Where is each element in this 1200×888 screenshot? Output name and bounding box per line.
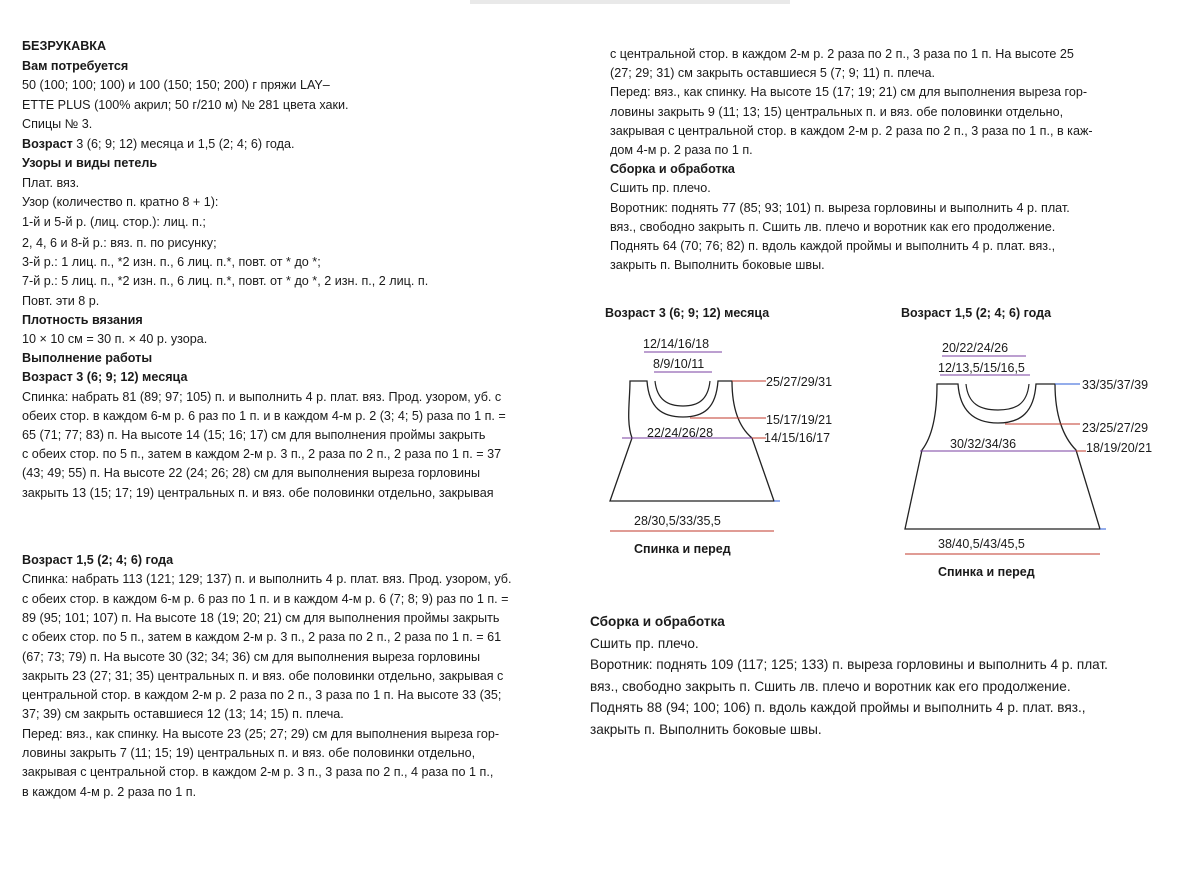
text-line: закрыть п. Выполнить боковые швы. <box>590 721 822 737</box>
diagram-title: Возраст 1,5 (2; 4; 6) года <box>901 306 1052 320</box>
left-column-pattern-1-5y <box>22 552 582 802</box>
text-line: Сшить пр. плечо. <box>610 181 711 196</box>
text-line: Сшить пр. плечо. <box>590 635 699 651</box>
text-line: Поднять 64 (70; 76; 82) п. вдоль каждой проймы и выполнить 4 р. плат. вяз., <box>610 239 1056 253</box>
left-column-pattern-3mo <box>22 235 582 505</box>
garment-outline <box>610 381 774 501</box>
top-edge-band <box>470 0 790 4</box>
assembly-section <box>590 614 1190 754</box>
dim-top-outer-label: 12/14/16/18 <box>643 337 710 351</box>
dim-shoulder-label: 25/27/29/31 <box>766 375 833 389</box>
text-line: центральной стор. в каждом 2-м р. 2 раза по 2 п., 3 раза по 1 п. На высоте 33 (35; <box>22 688 502 703</box>
dim-bottom-label: 28/30,5/33/35,5 <box>634 514 721 528</box>
text-line: Перед: вяз., как спинку. На высоте 15 (17; 19; 21) см для выполнения выреза гор- <box>610 85 1088 100</box>
text-line: Спинка: набрать 81 (89; 97; 105) п. и выполнить 4 р. плат. вяз. Прод. узором, уб. с <box>22 389 502 404</box>
text-line: вяз., свободно закрыть п. Сшить лв. плечо и воротник как его продолжение. <box>610 219 1056 234</box>
section-heading: Выполнение работы <box>22 351 153 366</box>
section-heading: БЕЗРУКАВКА <box>22 39 107 53</box>
text-line: Поднять 88 (94; 100; 106) п. вдоль каждой проймы и выполнить 4 р. плат. вяз., <box>590 700 1086 715</box>
text-line: Спинка: набрать 113 (121; 129; 137) п. и выполнить 4 р. плат. вяз. Прод. узором, уб. <box>22 572 512 587</box>
text-line: закрыть 23 (27; 31; 35) центральных п. и вяз. обе половинки отдельно, закрывая с <box>22 668 504 683</box>
text-line: с обеих стор. в каждом 6-м р. 6 раз по 1 п. и в каждом 4-м р. 6 (7; 8; 9) раз по 1 п. = <box>22 591 509 606</box>
text-line: в каждом 4-м р. 2 раза по 1 п. <box>22 784 197 799</box>
dim-bottom-label: 38/40,5/43/45,5 <box>938 537 1025 551</box>
section-heading: Вам потребуется <box>22 58 129 73</box>
section-heading: Узоры и виды петель <box>22 156 158 170</box>
dim-armhole-label: 14/15/16/17 <box>764 431 831 445</box>
dim-shoulder-label: 33/35/37/39 <box>1082 378 1149 392</box>
text-line: Перед: вяз., как спинку. На высоте 23 (25; 27; 29) см для выполнения выреза гор- <box>22 726 500 741</box>
text-line: 65 (71; 77; 83) п. На высоте 14 (15; 16; 17) см для выполнения проймы закрыть <box>22 428 486 442</box>
section-heading: Сборка и обработка <box>590 614 725 629</box>
text-line: с обеих стор. по 5 п., затем в каждом 2-м р. 3 п., 2 раза по 2 п., 2 раза по 1 п. = 37 <box>22 447 502 462</box>
schematic-3-12-months <box>580 300 880 565</box>
text-line: ловины закрыть 9 (11; 13; 15) центральных п. и вяз. обе половинки отдельно, <box>610 104 1064 119</box>
section-heading: Возраст 3 (6; 9; 12) месяца <box>22 370 188 385</box>
garment-outline <box>905 384 1100 529</box>
text-line: с обеих стор. по 5 п., затем в каждом 2-м р. 3 п., 2 раза по 2 п., 2 раза по 1 п. = 61 <box>22 630 502 645</box>
dim-top-inner-label: 8/9/10/11 <box>653 357 705 371</box>
text-line: 1-й и 5-й р. (лиц. стор.): лиц. п.; <box>22 214 206 229</box>
section-heading: Возраст 1,5 (2; 4; 6) года <box>22 553 174 567</box>
inline-text: 3 (6; 9; 12) месяца и 1,5 (2; 4; 6) года. <box>72 136 295 151</box>
text-line: ETTE PLUS (100% акрил; 50 г/210 м) № 281 цвета хаки. <box>22 97 349 112</box>
text-line: (43; 49; 55) п. На высоте 22 (24; 26; 28) см для выполнения выреза горловины <box>22 466 481 481</box>
text-line: (67; 73; 79) п. На высоте 30 (32; 34; 36) см для выполнения выреза горловины <box>22 649 481 664</box>
diagram-caption: Спинка и перед <box>634 542 731 556</box>
text-line: Воротник: поднять 77 (85; 93; 101) п. выреза горловины и выполнить 4 р. плат. <box>610 200 1070 215</box>
text-line: Воротник: поднять 109 (117; 125; 133) п. выреза горловины и выполнить 4 р. плат. <box>590 657 1108 672</box>
text-line: Спицы № 3. <box>22 117 93 131</box>
right-column-continuation <box>610 46 1190 286</box>
text-line: вяз., свободно закрыть п. Сшить лв. плечо и воротник как его продолжение. <box>590 678 1071 694</box>
diagram-title: Возраст 3 (6; 9; 12) месяца <box>605 306 770 320</box>
dim-neck-label: 15/17/19/21 <box>766 413 833 427</box>
text-line: 37; 39) см закрыть оставшиеся 12 (13; 14; 15) п. плеча. <box>22 707 344 722</box>
dim-chest-label: 22/24/26/28 <box>647 426 714 440</box>
dim-neck-label: 23/25/27/29 <box>1082 421 1149 435</box>
text-line: дом 4-м р. 2 раза по 1 п. <box>610 143 753 157</box>
dim-armhole-label: 18/19/20/21 <box>1086 441 1153 455</box>
text-line: закрывая с центральной стор. в каждом 2-м р. 2 раза по 2 п., 3 раза по 1 п., в каж- <box>610 123 1093 138</box>
neckline-front <box>655 381 710 406</box>
text-line: закрыть 13 (15; 17; 19) центральных п. и вяз. обе половинки отдельно, закрывая <box>22 485 494 500</box>
section-heading: Сборка и обработка <box>610 162 735 177</box>
text-line: Плат. вяз. <box>22 175 80 190</box>
text-line: (27; 29; 31) см закрыть оставшиеся 5 (7; 9; 11) п. плеча. <box>610 66 936 81</box>
text-line: закрывая с центральной стор. в каждом 2-м р. 3 п., 3 раза по 2 п., 4 раза по 1 п., <box>22 765 494 780</box>
left-column-intro <box>22 38 582 238</box>
text-line: ловины закрыть 7 (11; 15; 19) центральных п. и вяз. обе половинки отдельно, <box>22 746 476 760</box>
text-line: 50 (100; 100; 100) и 100 (150; 150; 200) г пряжи LAY– <box>22 78 330 92</box>
text-line: обеих стор. в каждом 6-м р. 6 раз по 1 п. и в каждом 4-м р. 2 (3; 4; 5) раза по 1 п. = <box>22 408 506 423</box>
text-line: 7-й р.: 5 лиц. п., *2 изн. п., 6 лиц. п.*, повт. от * до *, 2 изн. п., 2 лиц. п. <box>22 274 429 289</box>
dim-top-inner-label: 12/13,5/15/16,5 <box>938 361 1025 375</box>
text-line: закрыть п. Выполнить боковые швы. <box>610 258 825 273</box>
text-line: Узор (количество п. кратно 8 + 1): <box>22 195 219 209</box>
section-heading: Плотность вязания <box>22 312 143 327</box>
text-line: 10 × 10 см = 30 п. × 40 р. узора. <box>22 332 208 346</box>
dim-top-outer-label: 20/22/24/26 <box>942 341 1009 355</box>
text-line: Повт. эти 8 р. <box>22 293 100 308</box>
text-line: с центральной стор. в каждом 2-м р. 2 раза по 2 п., 3 раза по 1 п. На высоте 25 <box>610 47 1074 61</box>
schematic-1-5-6-years <box>880 300 1190 585</box>
dim-chest-label: 30/32/34/36 <box>950 437 1017 451</box>
inline-label: Возраст <box>22 136 73 151</box>
text-line: 89 (95; 101; 107) п. На высоте 18 (19; 20; 21) см для выполнения проймы закрыть <box>22 610 500 625</box>
diagram-caption: Спинка и перед <box>938 565 1035 579</box>
text-line <box>22 136 295 152</box>
text-line: 3-й р.: 1 лиц. п., *2 изн. п., 6 лиц. п.*, повт. от * до *; <box>22 255 321 270</box>
neckline-front <box>966 384 1029 410</box>
text-line: 2, 4, 6 и 8-й р.: вяз. п. по рисунку; <box>22 236 217 250</box>
